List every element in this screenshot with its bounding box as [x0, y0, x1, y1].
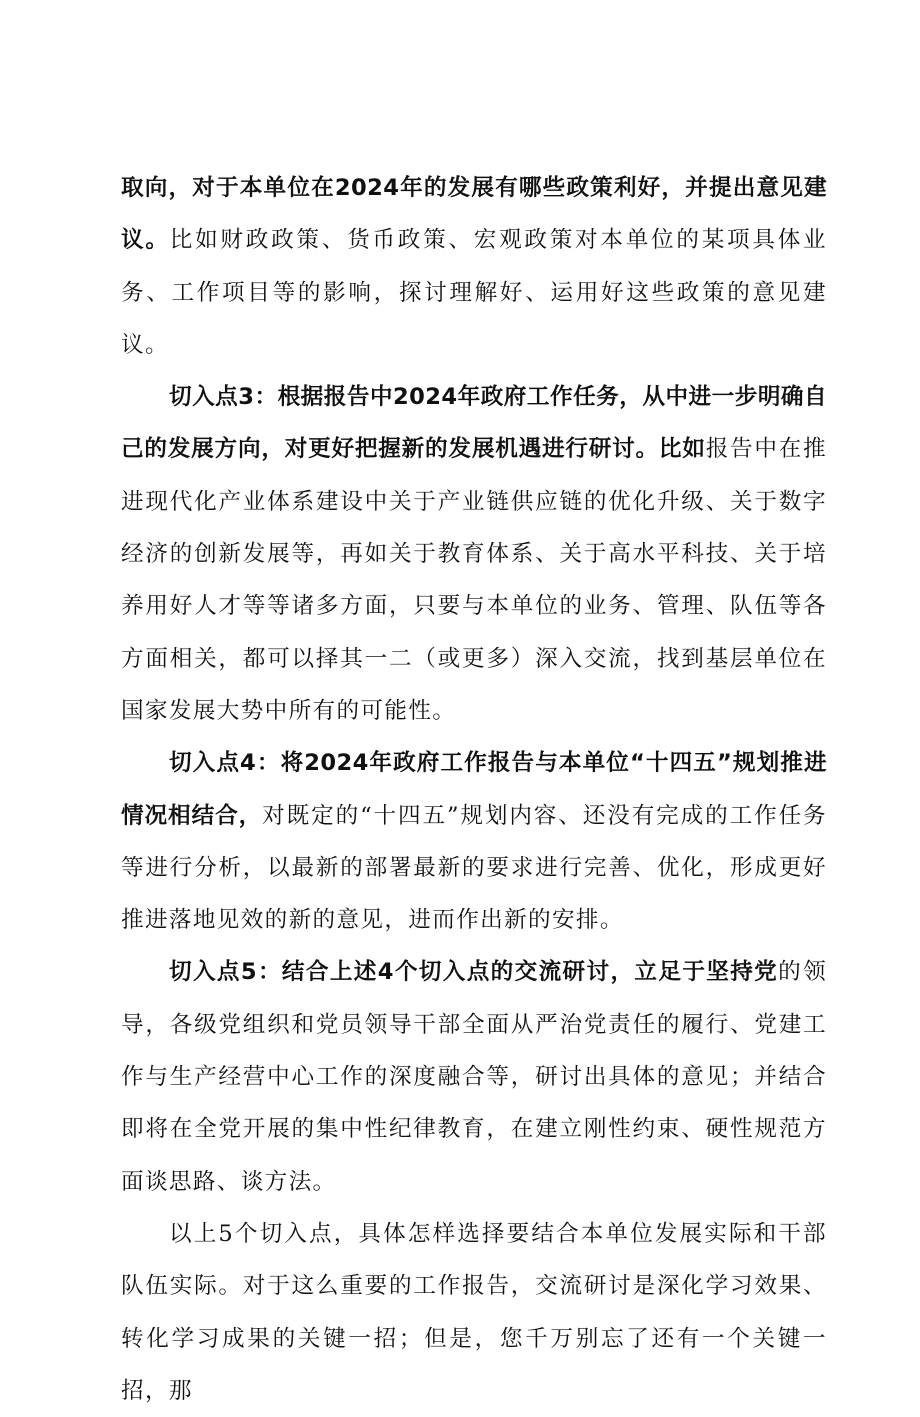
- paragraph-entry-point-4-bold: 切入点4：将2024年政府工作报告与本单位“十四五”规划推进情况相结合，: [121, 750, 827, 829]
- paragraph-entry-point-5: [121, 946, 827, 1207]
- paragraph-summary: [121, 1208, 827, 1417]
- paragraph-entry-point-4-text: 对既定的“十四五”规划内容、还没有完成的工作任务等进行分析，以最新的部署最新的要求进行完善、优化，形成更好推进落地见效的新的意见，进而作出新的安排。: [121, 802, 827, 934]
- paragraph-summary-text: 以上5个切入点，具体怎样选择要结合本单位发展实际和干部队伍实际。对于这么重要的工作报告，交流研讨是深化学习效果、转化学习成果的关键一招；但是，您千万别忘了还有一个关键一招，那: [121, 1220, 827, 1404]
- paragraph-entry-point-4: [121, 737, 827, 946]
- paragraph-entry-point-3-text: 报告中在推进现代化产业体系建设中关于产业链供应链的优化升级、关于数字经济的创新发展等，再如关于教育体系、关于高水平科技、关于培养用好人才等等诸多方面，只要与本单位的业务、管理、队伍等各方面相关，都可以择其一二（或更多）深入交流，找到基层单位在国家发展大势中所有的可能性。: [121, 436, 827, 724]
- paragraph-entry-point-3: [121, 371, 827, 737]
- paragraph-entry-point-5-bold: 切入点5：结合上述4个切入点的交流研讨，立足于坚持党: [169, 959, 779, 986]
- paragraph-policy-orientation-text: 比如财政政策、货币政策、宏观政策对本单位的某项具体业务、工作项目等的影响，探讨理解好、运用好这些政策的意见建议。: [121, 227, 827, 358]
- paragraph-policy-orientation: [121, 162, 827, 371]
- paragraph-policy-orientation-bold: 取向，对于本单位在2024年的发展有哪些政策利好，并提出意见建议。: [121, 175, 827, 254]
- paragraph-entry-point-5-text: 的领导，各级党组织和党员领导干部全面从严治党责任的履行、党建工作与生产经营中心工作的深度融合等，研讨出具体的意见；并结合即将在全党开展的集中性纪律教育，在建立刚性约束、硬性规范方面谈思路、谈方法。: [121, 959, 828, 1195]
- paragraph-entry-point-3-bold: 切入点3：根据报告中2024年政府工作任务，从中进一步明确自己的发展方向，对更好把握新的发展机遇进行研讨。比如: [121, 384, 827, 463]
- document-body: [121, 162, 827, 1417]
